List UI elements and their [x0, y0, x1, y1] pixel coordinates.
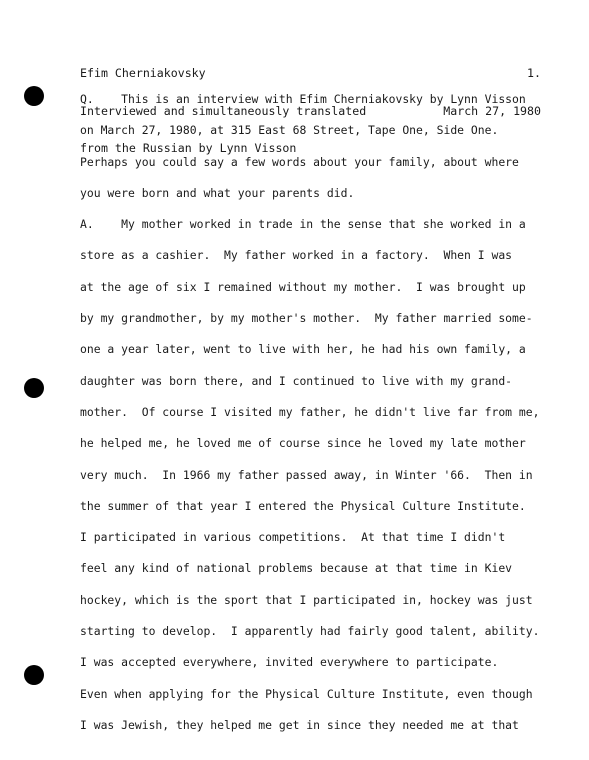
text-line: feel any kind of national problems because at that time in Kiev: [80, 561, 513, 576]
text-line: I participated in various competitions. At that time I didn't: [80, 530, 506, 545]
text-line: mother. Of course I visited my father, he didn't live far from me,: [80, 404, 540, 419]
punch-hole-top: [24, 86, 44, 106]
text-line: at the age of six I remained without my mother. I was brought up: [80, 279, 526, 294]
punch-hole-bottom: [24, 665, 44, 685]
punch-hole-middle: [24, 378, 44, 398]
header-line: from the Russian by Lynn Visson: [80, 141, 297, 155]
text-line: starting to develop. I apparently had fairly good talent, ability.: [80, 624, 540, 639]
text-line: the summer of that year I entered the Physical Culture Institute.: [80, 498, 526, 513]
text-line: on March 27, 1980, at 315 East 68 Street, Tape One, Side One.: [80, 123, 499, 138]
text-line: one a year later, went to live with her, he had his own family, a: [80, 342, 526, 357]
header-line: Efim Cherniakovsky: [80, 66, 206, 80]
text-line: he helped me, he loved me of course since he loved my late mother: [80, 436, 526, 451]
text-line: Even when applying for the Physical Culture Institute, even though: [80, 686, 533, 701]
text-line: hockey, which is the sport that I participated in, hockey was just: [80, 592, 533, 607]
text-line: by my grandmother, by my mother's mother. My father married some-: [80, 311, 533, 326]
text-line: Q. This is an interview with Efim Cherniakovsky by Lynn Visson: [80, 92, 526, 106]
interview-date: March 27, 1980: [443, 103, 541, 118]
text-line: store as a cashier. My father worked in a factory. When I was: [80, 248, 513, 263]
text-line: Perhaps you could say a few words about your family, about where: [80, 154, 519, 169]
text-line: daughter was born there, and I continued to live with my grand-: [80, 373, 513, 388]
text-line: very much. In 1966 my father passed away, in Winter '66. Then in: [80, 467, 533, 482]
text-line: I was Jewish, they helped me get in since they needed me at that: [80, 717, 519, 732]
header-line: Interviewed and simultaneously translated: [80, 103, 367, 118]
page-number: 1.: [527, 66, 541, 80]
text-line: A. My mother worked in trade in the sense that she worked in a: [80, 217, 526, 232]
text-line: I was accepted everywhere, invited everywhere to participate.: [80, 655, 499, 670]
transcript-body: [80, 89, 550, 746]
text-line: you were born and what your parents did.: [80, 185, 355, 200]
